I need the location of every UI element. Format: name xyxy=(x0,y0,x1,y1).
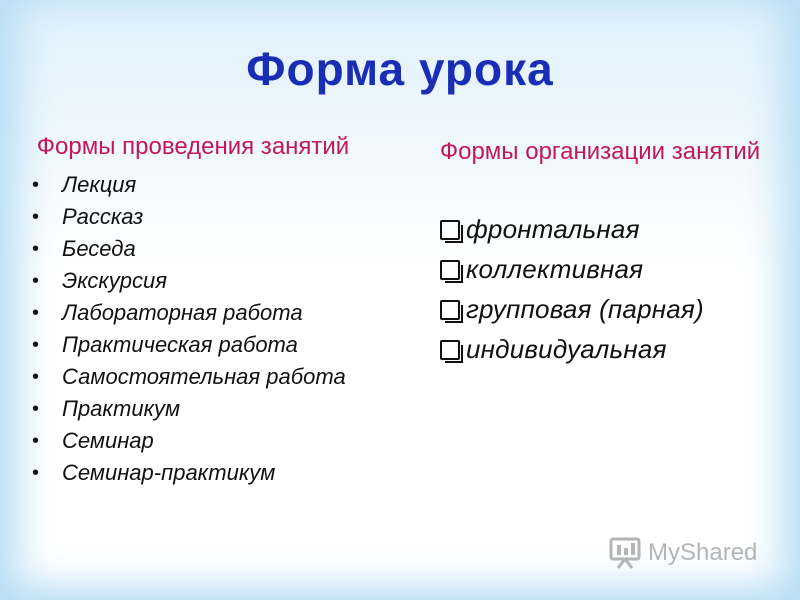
list-item-label: Практикум xyxy=(62,396,181,421)
list-item-label: Лекция xyxy=(62,172,137,197)
bullet-icon: • xyxy=(32,206,40,228)
list-item xyxy=(28,333,388,357)
bullet-icon: • xyxy=(32,238,40,260)
bullet-icon: • xyxy=(32,270,40,292)
list-item-label: Семинар xyxy=(62,428,154,453)
list-item-label: Самостоятельная работа xyxy=(62,364,346,389)
list-item xyxy=(28,397,388,421)
slide-title: Форма урока xyxy=(246,43,554,95)
list-item xyxy=(440,334,780,365)
right-column-heading: Формы организации занятий xyxy=(439,138,761,165)
bullet-icon: • xyxy=(32,334,40,356)
list-item-label: Лабораторная работа xyxy=(62,300,303,325)
list-item xyxy=(28,301,388,325)
checkbox-bullet-icon xyxy=(440,260,460,280)
left-bullet-list xyxy=(28,173,388,485)
list-item-label: коллективная xyxy=(466,254,644,284)
bullet-icon: • xyxy=(32,462,40,484)
watermark-text: MyShared xyxy=(648,539,758,566)
list-item xyxy=(28,237,388,261)
list-item xyxy=(28,365,388,389)
right-checkbox-list xyxy=(420,214,780,365)
list-item-label: Практическая работа xyxy=(62,332,298,357)
list-item xyxy=(28,429,388,453)
bullet-icon: • xyxy=(32,302,40,324)
checkbox-bullet-icon xyxy=(440,300,460,320)
list-item-label: Рассказ xyxy=(62,204,144,229)
checkbox-bullet-icon xyxy=(440,220,460,240)
list-item-label: фронтальная xyxy=(466,214,640,244)
left-column xyxy=(28,133,388,493)
left-column-heading: Формы проведения занятий xyxy=(36,133,350,160)
list-item xyxy=(28,173,388,197)
presentation-board-icon xyxy=(608,536,642,570)
list-item-label: групповая (парная) xyxy=(466,294,704,324)
watermark xyxy=(608,536,757,570)
list-item xyxy=(440,254,780,285)
list-item-label: Экскурсия xyxy=(62,268,168,293)
right-column xyxy=(420,138,780,374)
list-item-label: индивидуальная xyxy=(466,334,667,364)
bullet-icon: • xyxy=(32,398,40,420)
checkbox-bullet-icon xyxy=(440,340,460,360)
bullet-icon: • xyxy=(32,366,40,388)
list-item xyxy=(440,214,780,245)
bullet-icon: • xyxy=(32,430,40,452)
list-item xyxy=(440,294,780,325)
list-item-label: Беседа xyxy=(62,236,136,261)
list-item xyxy=(28,461,388,485)
bullet-icon: • xyxy=(32,174,40,196)
list-item-label: Семинар-практикум xyxy=(62,460,276,485)
list-item xyxy=(28,205,388,229)
list-item xyxy=(28,269,388,293)
